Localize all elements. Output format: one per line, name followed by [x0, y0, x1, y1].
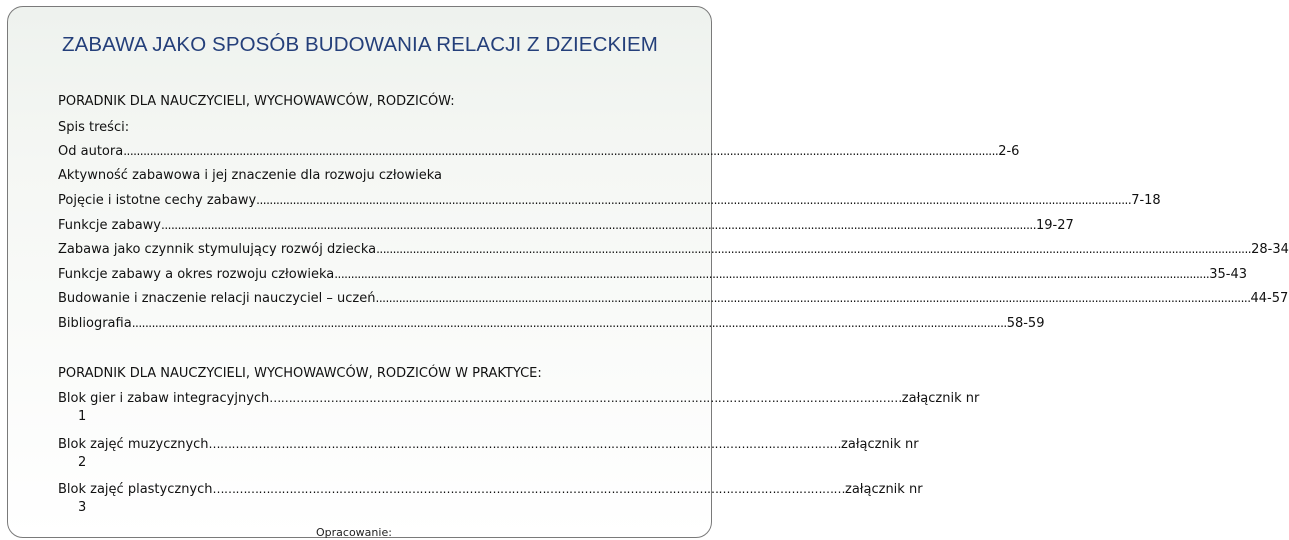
toc-entry-pages: 19-27	[1036, 218, 1074, 233]
toc-leader-dots	[334, 267, 1209, 281]
toc-entry-label: Funkcje zabawy a okres rozwoju człowieka	[58, 267, 335, 282]
toc-entry-pages: 2-6	[998, 144, 1020, 159]
appendix-label: Blok gier i zabaw integracyjnych	[58, 391, 270, 406]
toc-leader-dots	[161, 218, 1036, 232]
appendix-leader-dots: …………………………………………………………………………………………………………………………………………………	[212, 482, 846, 496]
appendix-ref: załącznik nr	[901, 391, 980, 406]
toc-heading: Spis treści:	[58, 120, 130, 135]
appendix-ref: załącznik nr	[841, 437, 919, 452]
toc-entry	[58, 242, 1289, 257]
appendix-entry	[58, 482, 923, 515]
appendix-number: 2	[78, 455, 87, 470]
toc-entry-pages: 35-43	[1209, 267, 1248, 282]
toc-entry	[58, 267, 1248, 282]
toc-entry-pages: 44-57	[1250, 291, 1289, 306]
footer-credit: Opracowanie:	[316, 526, 392, 539]
appendix-number: 1	[78, 409, 87, 424]
appendix-label: Blok zajęć plastycznych	[58, 482, 213, 497]
appendix-leader-dots: …………………………………………………………………………………………………………………………………………………	[269, 391, 902, 405]
toc-entry	[58, 218, 1074, 233]
toc-chapter-heading: Aktywność zabawowa i jej znaczenie dla rozwoju człowieka	[58, 168, 442, 183]
appendix-entry	[58, 391, 980, 424]
appendix-entry	[58, 437, 919, 470]
toc-entry	[58, 316, 1045, 331]
appendix-number: 3	[78, 500, 87, 515]
toc-leader-dots	[256, 193, 1131, 207]
appendix-leader-dots: …………………………………………………………………………………………………………………………………………………	[208, 437, 842, 451]
toc-leader-dots	[376, 242, 1251, 256]
toc-entry	[58, 193, 1161, 208]
toc-entry-label: Zabawa jako czynnik stymulujący rozwój dziecka	[58, 242, 377, 257]
toc-leader-dots	[376, 291, 1251, 305]
section-heading-practice: PORADNIK DLA NAUCZYCIELI, WYCHOWAWCÓW, RODZICÓW W PRAKTYCE:	[58, 366, 542, 381]
toc-entry-label: Funkcje zabawy	[58, 218, 161, 233]
appendix-ref: załącznik nr	[845, 482, 923, 497]
toc-entry-label: Bibliografia	[58, 316, 132, 331]
toc-entry-pages: 58-59	[1006, 316, 1045, 331]
toc-entry-pages: 28-34	[1251, 242, 1289, 257]
toc-leader-dots	[132, 316, 1007, 330]
toc-entry-label: Od autora	[58, 144, 124, 159]
toc-entry-pages: 7-18	[1131, 193, 1161, 208]
toc-entry	[58, 144, 1020, 159]
toc-entry-label: Budowanie i znaczenie relacji nauczyciel – uczeń	[58, 291, 376, 306]
toc-entry	[58, 291, 1289, 306]
appendix-label: Blok zajęć muzycznych	[58, 437, 209, 452]
toc-leader-dots	[123, 144, 998, 158]
toc-entry-label: Pojęcie i istotne cechy zabawy	[58, 193, 257, 208]
page-title: ZABAWA JAKO SPOSÓB BUDOWANIA RELACJI Z DZIECKIEM	[62, 33, 658, 56]
section-heading-guide: PORADNIK DLA NAUCZYCIELI, WYCHOWAWCÓW, RODZICÓW:	[58, 94, 455, 109]
